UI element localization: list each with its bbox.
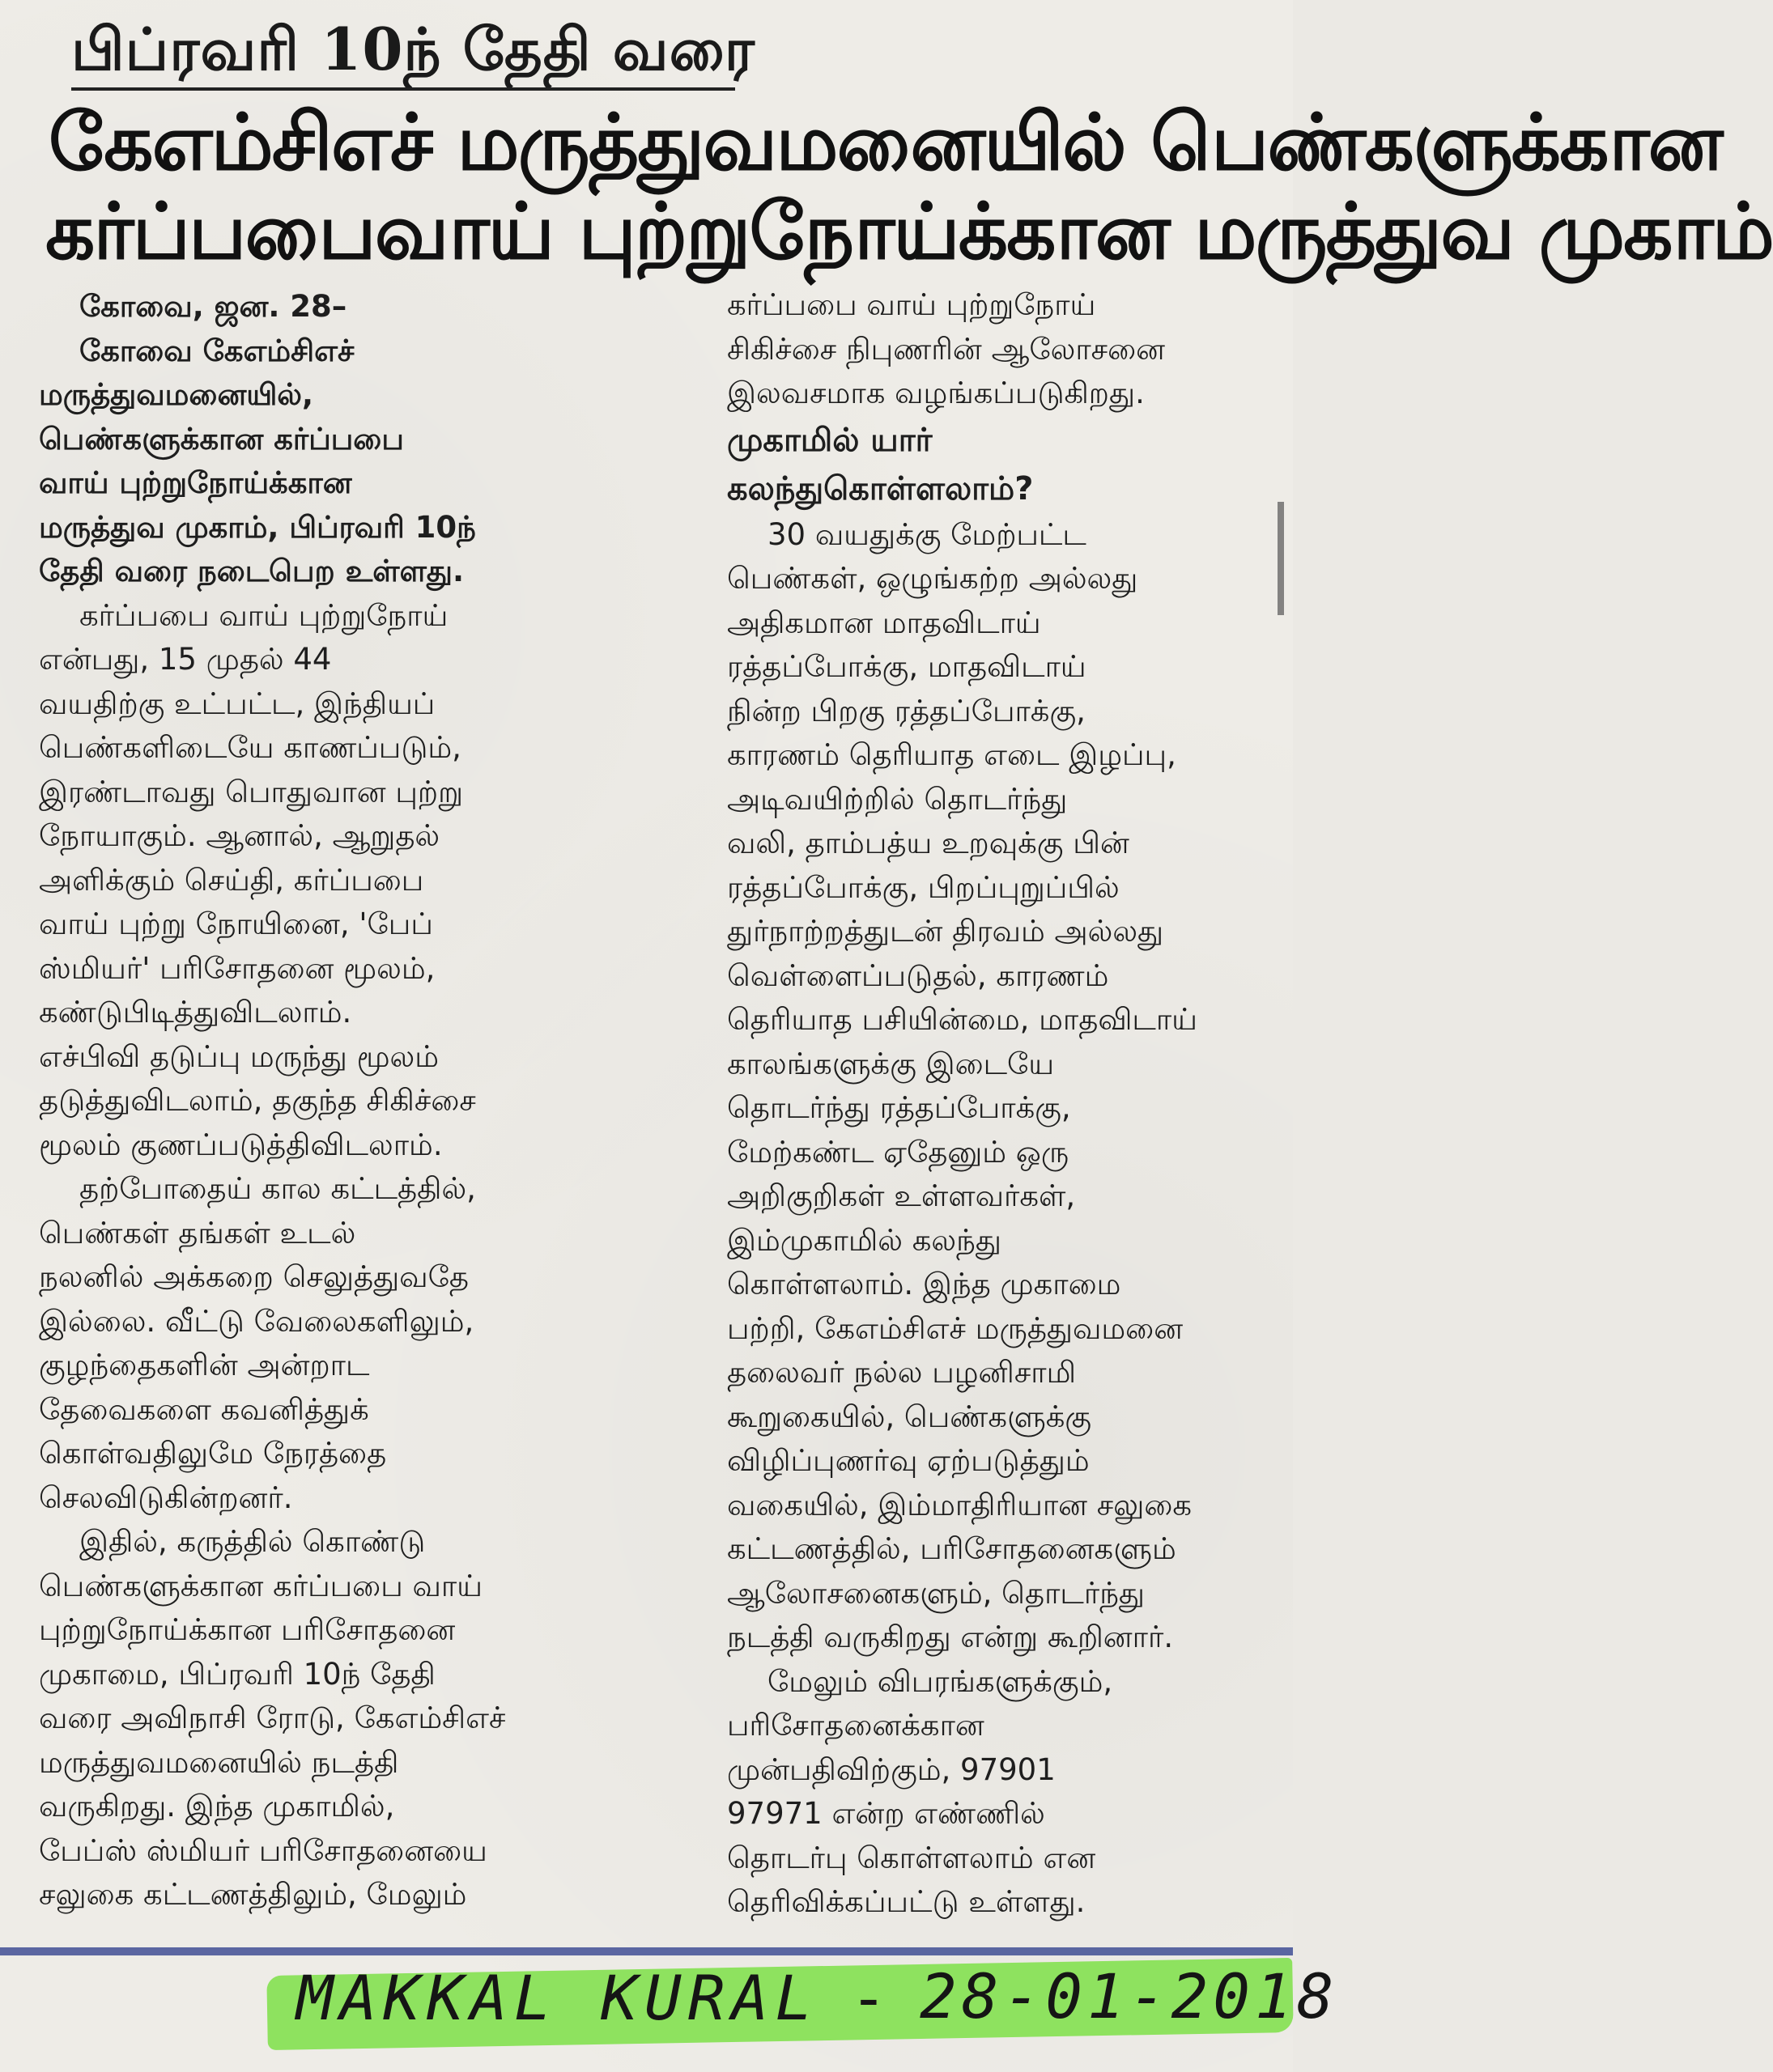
body-line: சலுகை கட்டணத்திலும், மேலும் — [39, 1877, 467, 1912]
body-line: இலவசமாக வழங்கப்படுகிறது. — [727, 376, 1145, 410]
body-line: அளிக்கும் செய்தி, கர்ப்பபை — [39, 862, 424, 898]
scan-edge-mark — [1278, 502, 1284, 615]
body-line: ரத்தப்போக்கு, பிறப்புறுப்பில் — [727, 869, 1120, 905]
body-line: துர்நாற்றத்துடன் திரவம் அல்லது — [727, 914, 1164, 949]
body-line: வாய் புற்று நோயினை, 'பேப் — [39, 906, 433, 941]
body-line: இரண்டாவது பொதுவான புற்று — [39, 774, 463, 809]
body-line: அதிகமான மாதவிடாய் — [727, 605, 1041, 640]
body-line: மேற்கண்ட ஏதேனும் ஒரு — [727, 1134, 1069, 1170]
body-line: ஆலோசனைகளும், தொடர்ந்து — [727, 1575, 1146, 1611]
body-line: கொள்வதிலுமே நேரத்தை — [39, 1436, 387, 1471]
body-line: பெண்கள், ஒழுங்கற்ற அல்லது — [727, 561, 1138, 596]
body-line: வருகிறது. இந்த முகாமில், — [39, 1789, 395, 1824]
source-newspaper-name: MAKKAL KURAL — [296, 1962, 819, 2034]
body-line: தற்போதைய் கால கட்டத்தில், — [79, 1171, 476, 1206]
lead-line: மருத்துவ முகாம், பிப்ரவரி 10ந் — [39, 509, 476, 545]
subheading: முகாமில் யார் — [727, 421, 933, 459]
body-line: ரத்தப்போக்கு, மாதவிடாய் — [727, 649, 1086, 684]
body-line: முகாமை, பிப்ரவரி 10ந் தேதி — [39, 1656, 436, 1692]
headline-line-1: கேஎம்சிஎச் மருத்துவமனையில் பெண்களுக்கான — [49, 96, 1722, 188]
body-line: வரை அவிநாசி ரோடு, கேஎம்சிஎச் — [39, 1700, 506, 1735]
body-line: காலங்களுக்கு இடையே — [727, 1046, 1055, 1081]
source-date: 28-01-2018 — [920, 1960, 1339, 2032]
body-line: பெண்களிடையே காணப்படும், — [39, 730, 461, 765]
body-line: தெரியாத பசியின்மை, மாதவிடாய் — [727, 1002, 1197, 1037]
body-line: நோயாகும். ஆனால், ஆறுதல் — [39, 818, 440, 853]
body-line: தெரிவிக்கப்பட்டு உள்ளது. — [727, 1884, 1086, 1919]
body-line: செலவிடுகின்றனர். — [39, 1480, 293, 1515]
body-line: 97971 என்ற எண்ணில் — [727, 1796, 1045, 1831]
body-line: இம்முகாமில் கலந்து — [727, 1222, 1001, 1258]
article-right-column — [727, 283, 1293, 1925]
body-line: விழிப்புணர்வு ஏற்படுத்தும் — [727, 1443, 1090, 1478]
body-line: தடுத்துவிடலாம், தகுந்த சிகிச்சை — [39, 1083, 476, 1118]
body-line: ஸ்மியர்' பரிசோதனை மூலம், — [39, 950, 436, 986]
lead-line: வாய் புற்றுநோய்க்கான — [39, 465, 352, 500]
body-line: மருத்துவமனையில் நடத்தி — [39, 1744, 399, 1780]
body-line: மூலம் குணப்படுத்திவிடலாம். — [39, 1127, 443, 1162]
body-line: மேலும் விபரங்களுக்கும், — [767, 1663, 1113, 1699]
body-line: வெள்ளைப்படுதல், காரணம் — [727, 957, 1109, 993]
body-line: வலி, தாம்பத்ய உறவுக்கு பின் — [727, 826, 1129, 860]
body-line: அறிகுறிகள் உள்ளவர்கள், — [727, 1178, 1076, 1213]
body-line: என்பது, 15 முதல் 44 — [39, 642, 332, 677]
body-line: இல்லை. வீட்டு வேலைகளிலும், — [39, 1303, 474, 1339]
body-line: தொடர்ந்து ரத்தப்போக்கு, — [727, 1090, 1071, 1125]
body-line: நின்ற பிறகு ரத்தப்போக்கு, — [727, 693, 1086, 728]
lead-line: கோவை கேஎம்சிஎச் — [79, 333, 355, 368]
article-left-column — [39, 285, 711, 1917]
body-line: பற்றி, கேஎம்சிஎச் மருத்துவமனை — [727, 1310, 1184, 1346]
subheading: கலந்துகொள்ளலாம்? — [727, 469, 1034, 507]
body-line: தேவைகளை கவனித்துக் — [39, 1391, 369, 1427]
body-line: வகையில், இம்மாதிரியான சலுகை — [727, 1487, 1193, 1522]
body-line: நலனில் அக்கறை செலுத்துவதே — [39, 1259, 469, 1294]
lead-line: பெண்களுக்கான கர்ப்பபை — [39, 421, 404, 456]
body-line: பெண்கள் தங்கள் உடல் — [39, 1215, 356, 1250]
body-line: பெண்களுக்கான கர்ப்பபை வாய் — [39, 1568, 483, 1603]
source-annotation — [267, 1957, 1339, 2046]
body-line: வயதிற்கு உட்பட்ட, இந்தியப் — [39, 686, 436, 721]
kicker-line: பிப்ரவரி 10ந் தேதி வரை — [71, 15, 756, 83]
body-line: பரிசோதனைக்கான — [727, 1708, 984, 1743]
source-divider — [0, 1947, 1293, 1955]
body-line: எச்பிவி தடுப்பு மருந்து மூலம் — [39, 1038, 440, 1074]
body-line: சிகிச்சை நிபுணரின் ஆலோசனை — [727, 331, 1166, 367]
body-line: தலைவர் நல்ல பழனிசாமி — [727, 1355, 1077, 1390]
body-line: குழந்தைகளின் அன்றாட — [39, 1348, 370, 1382]
body-line: காரணம் தெரியாத எடை இழப்பு, — [727, 737, 1176, 772]
lead-line: மருத்துவமனையில், — [39, 377, 314, 412]
body-line: தொடர்பு கொள்ளலாம் என — [727, 1840, 1096, 1875]
dateline: கோவை, ஜன. 28– — [79, 289, 347, 324]
body-line: புற்றுநோய்க்கான பரிசோதனை — [39, 1612, 456, 1647]
headline-line-2: கர்ப்பபைவாய் புற்றுநோய்க்கான மருத்துவ முகாம் — [45, 185, 1773, 277]
source-separator: - — [850, 1962, 887, 2034]
kicker-underline — [71, 87, 735, 91]
body-line: நடத்தி வருகிறது என்று கூறினார். — [727, 1620, 1174, 1654]
body-line: பேப்ஸ் ஸ்மியர் பரிசோதனையை — [39, 1832, 487, 1868]
body-line: கூறுகையில், பெண்களுக்கு — [727, 1399, 1092, 1434]
body-line: அடிவயிற்றில் தொடர்ந்து — [727, 781, 1068, 817]
body-line: 30 வயதுக்கு மேற்பட்ட — [767, 516, 1086, 552]
body-line: கொள்ளலாம். இந்த முகாமை — [727, 1267, 1121, 1301]
body-line: கர்ப்பபை வாய் புற்றுநோய் — [727, 287, 1096, 322]
body-line: கண்டுபிடித்துவிடலாம். — [39, 995, 352, 1030]
body-line: முன்பதிவிற்கும், 97901 — [727, 1751, 1056, 1787]
lead-line: தேதி வரை நடைபெற உள்ளது. — [39, 554, 465, 588]
body-line: கர்ப்பபை வாய் புற்றுநோய் — [79, 597, 449, 633]
body-line: இதில், கருத்தில் கொண்டு — [79, 1524, 426, 1559]
body-line: கட்டணத்தில், பரிசோதனைகளும் — [727, 1531, 1176, 1566]
